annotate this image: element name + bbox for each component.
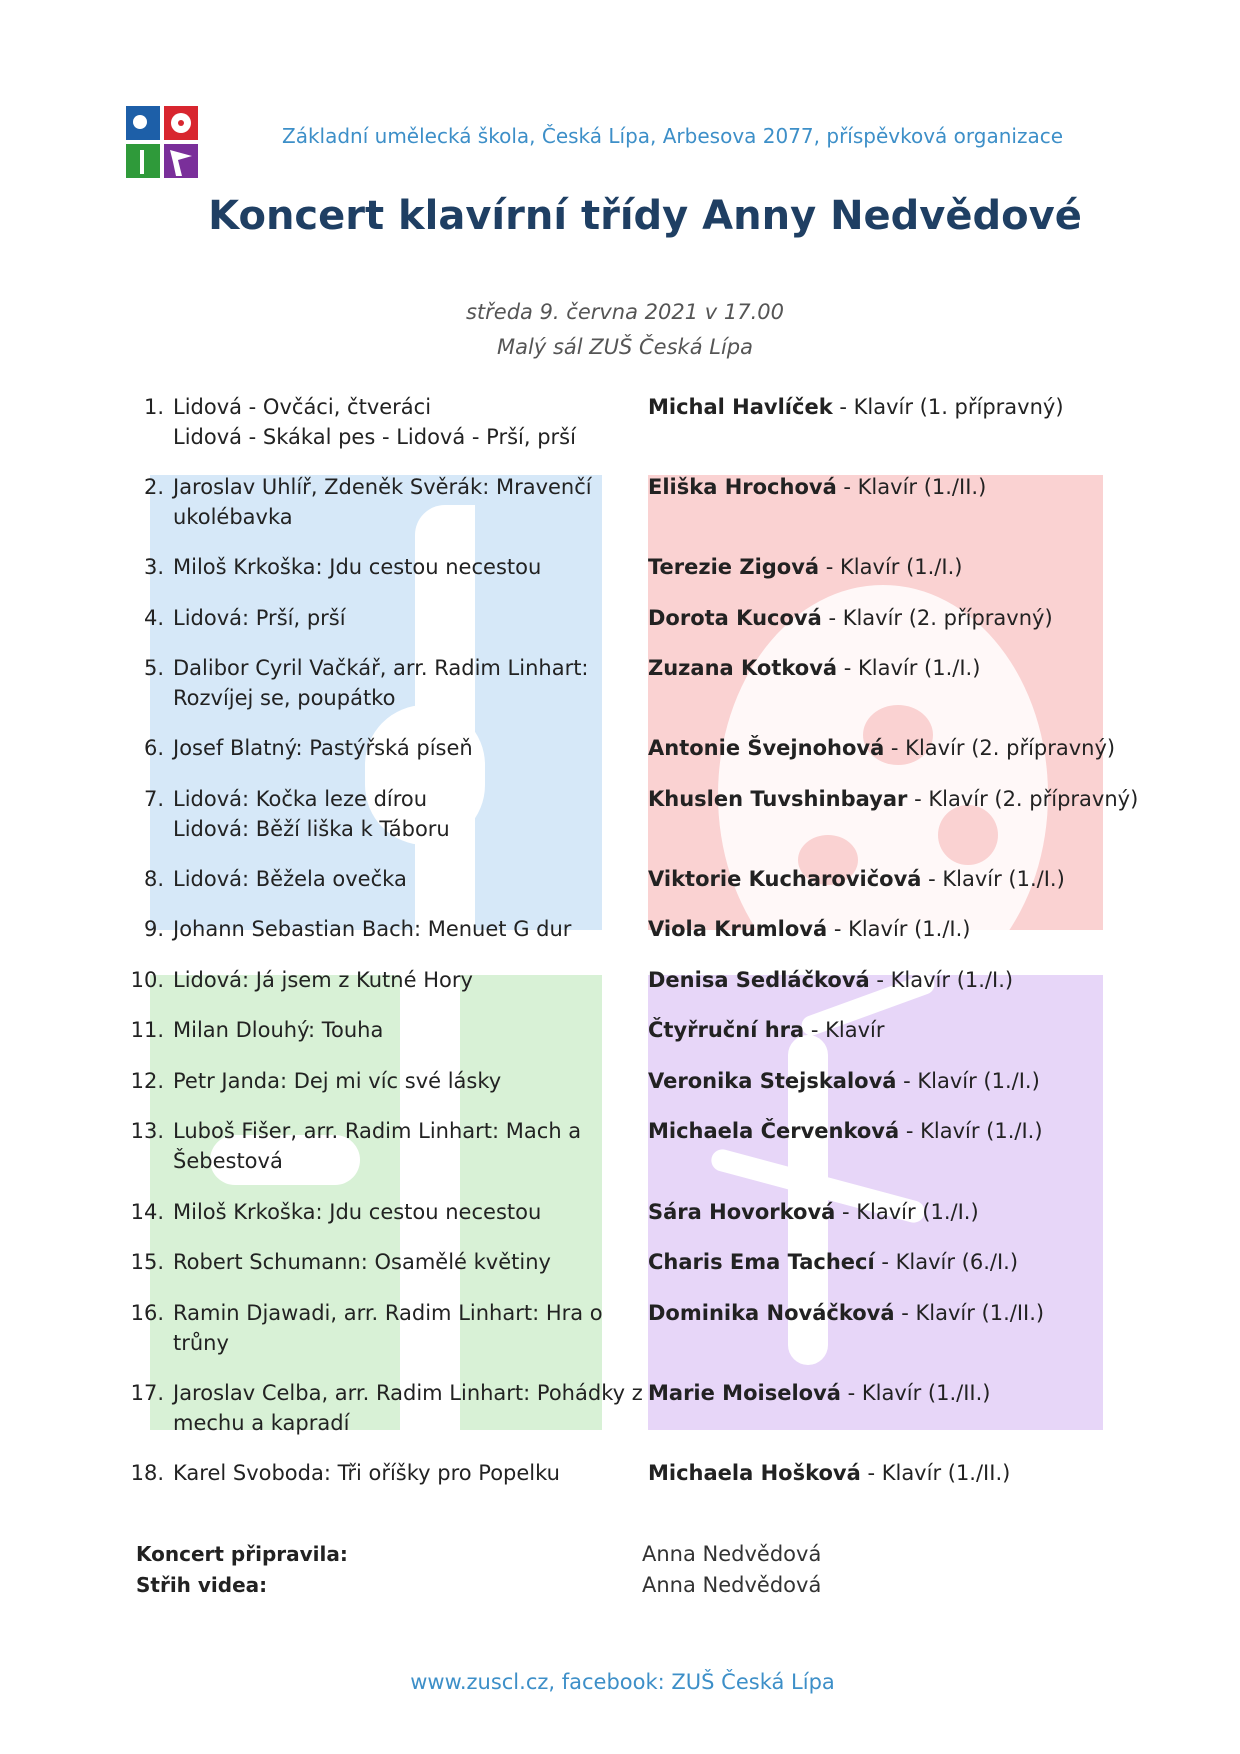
performer-detail: - Klavír (6./I.) [874, 1250, 1019, 1274]
item-number: 12. [130, 1069, 164, 1093]
performer-detail: - Klavír (1./I.) [827, 917, 971, 941]
item-performer [648, 1458, 1208, 1488]
item-number: 7. [143, 787, 164, 811]
item-piece: Lidová: Běžela ovečka [173, 867, 407, 891]
item-number: 17. [130, 1381, 164, 1405]
performer-detail: - Klavír (1./I.) [921, 867, 1065, 891]
performer-detail: - Klavír (1./I.) [837, 656, 981, 680]
item-performer [648, 603, 1208, 633]
performer-name: Marie Moiselová [648, 1381, 841, 1405]
item-performer [648, 965, 1208, 995]
performer-detail: - Klavír (2. přípravný) [884, 736, 1116, 760]
prepared-value: Anna Nedvědová [642, 1542, 822, 1566]
performer-name: Čtyřruční hra [648, 1018, 805, 1042]
piece-line: Lidová: Běží liška k Táboru [173, 817, 450, 841]
piece-line: Lidová - Ovčáci, čtveráci [173, 395, 432, 419]
item-piece: Jaroslav Uhlíř, Zdeněk Svěrák: Mravenčí ukolébavka [173, 475, 592, 529]
item-piece: Ramin Djawadi, arr. Radim Linhart: Hra o trůny [173, 1301, 603, 1355]
item-performer [648, 1015, 1208, 1045]
item-number: 8. [143, 867, 164, 891]
item-performer [648, 392, 1208, 422]
item-piece: Karel Svoboda: Tři oříšky pro Popelku [173, 1461, 560, 1485]
item-piece: Milan Dlouhý: Touha [173, 1018, 384, 1042]
performer-detail: - Klavír (1./I.) [899, 1119, 1043, 1143]
performer-name: Veronika Stejskalová [648, 1069, 897, 1093]
page-title: Koncert klavírní třídy Anny Nedvědové [208, 193, 1082, 239]
performer-detail: - Klavír (2. přípravný) [821, 606, 1053, 630]
item-number: 2. [143, 475, 164, 499]
item-number: 10. [130, 968, 164, 992]
performer-detail: - Klavír (1./II.) [860, 1461, 1011, 1485]
item-number: 6. [143, 736, 164, 760]
performer-name: Denisa Sedláčková [648, 968, 870, 992]
performer-detail: - Klavír (1./II.) [840, 1381, 991, 1405]
item-piece: Miloš Krkoška: Jdu cestou necestou [173, 1200, 542, 1224]
item-number: 5. [143, 656, 164, 680]
school-logo-icon [126, 106, 198, 178]
performer-name: Viola Krumlová [648, 917, 828, 941]
item-performer [648, 1197, 1208, 1227]
performer-name: Zuzana Kotková [648, 656, 838, 680]
performer-name: Sára Hovorková [648, 1200, 836, 1224]
item-performer [648, 914, 1208, 944]
item-performer [648, 733, 1208, 763]
decor-pink-dot [938, 805, 998, 865]
performer-name: Viktorie Kucharovičová [648, 867, 922, 891]
performer-name: Antonie Švejnohová [648, 736, 885, 760]
concert-date: středa 9. června 2021 v 17.00 [465, 300, 785, 324]
item-number: 18. [130, 1461, 164, 1485]
performer-detail: - Klavír (1./II.) [894, 1301, 1045, 1325]
performer-detail: - Klavír (1./I.) [896, 1069, 1040, 1093]
item-number: 15. [130, 1250, 164, 1274]
item-performer [648, 784, 1208, 814]
performer-name: Eliška Hrochová [648, 475, 837, 499]
performer-name: Dorota Kucová [648, 606, 822, 630]
item-number: 13. [130, 1119, 164, 1143]
item-piece: Robert Schumann: Osamělé květiny [173, 1250, 551, 1274]
item-performer [648, 653, 1208, 683]
item-piece: Dalibor Cyril Vačkář, arr. Radim Linhart: Rozvíjej se, poupátko [173, 656, 589, 710]
item-piece: Jaroslav Celba, arr. Radim Linhart: Pohádky z mechu a kapradí [173, 1381, 643, 1435]
performer-name: Charis Ema Tachecí [648, 1250, 875, 1274]
footer-web-link[interactable]: www.zuscl.cz, facebook: ZUŠ Česká Lípa [410, 1670, 835, 1694]
performer-detail: - Klavír (1./I.) [869, 968, 1014, 992]
item-number: 1. [143, 395, 164, 419]
item-number: 14. [130, 1200, 164, 1224]
piece-line: Lidová: Kočka leze dírou [173, 787, 428, 811]
performer-detail: - Klavír (1./I.) [819, 555, 963, 579]
item-piece [173, 784, 643, 844]
performer-name: Michaela Červenková [648, 1119, 900, 1143]
performer-name: Dominika Nováčková [648, 1301, 895, 1325]
item-performer [648, 1066, 1208, 1096]
item-number: 9. [143, 917, 164, 941]
item-piece: Luboš Fišer, arr. Radim Linhart: Mach a Šebestová [173, 1119, 582, 1173]
performer-name: Terezie Zigová [648, 555, 820, 579]
performer-detail: - Klavír [804, 1018, 885, 1042]
concert-venue: Malý sál ZUŠ Česká Lípa [497, 335, 753, 359]
performer-detail: - Klavír (1./I.) [835, 1200, 979, 1224]
item-number: 4. [143, 606, 164, 630]
item-piece: Petr Janda: Dej mi víc své lásky [173, 1069, 502, 1093]
performer-name: Michaela Hošková [648, 1461, 861, 1485]
item-performer [648, 472, 1208, 502]
item-number: 16. [130, 1301, 164, 1325]
item-piece: Johann Sebastian Bach: Menuet G dur [173, 917, 572, 941]
item-number: 3. [143, 555, 164, 579]
item-piece: Lidová: Prší, prší [173, 606, 346, 630]
item-performer [648, 1247, 1208, 1277]
item-performer [648, 552, 1208, 582]
video-label: Střih videa: [136, 1573, 268, 1597]
item-performer [648, 1116, 1208, 1146]
item-piece: Lidová: Já jsem z Kutné Hory [173, 968, 473, 992]
video-value: Anna Nedvědová [642, 1573, 822, 1597]
item-performer [648, 1298, 1208, 1328]
item-piece [173, 392, 643, 452]
school-name: Základní umělecká škola, Česká Lípa, Arbesova 2077, příspěvková organizace [282, 124, 1064, 148]
decor-pink-panel [648, 475, 1103, 930]
prepared-label: Koncert připravila: [136, 1542, 348, 1566]
performer-name: Khuslen Tuvshinbayar [648, 787, 908, 811]
performer-name: Michal Havlíček [648, 395, 833, 419]
item-piece: Josef Blatný: Pastýřská píseň [173, 736, 473, 760]
performer-detail: - Klavír (1./II.) [836, 475, 987, 499]
performer-detail: - Klavír (2. přípravný) [907, 787, 1139, 811]
item-performer [648, 1378, 1208, 1408]
item-number: 11. [130, 1018, 164, 1042]
item-piece: Miloš Krkoška: Jdu cestou necestou [173, 555, 542, 579]
item-performer [648, 864, 1208, 894]
performer-detail: - Klavír (1. přípravný) [832, 395, 1064, 419]
piece-line: Lidová - Skákal pes - Lidová - Prší, prší [173, 425, 576, 449]
